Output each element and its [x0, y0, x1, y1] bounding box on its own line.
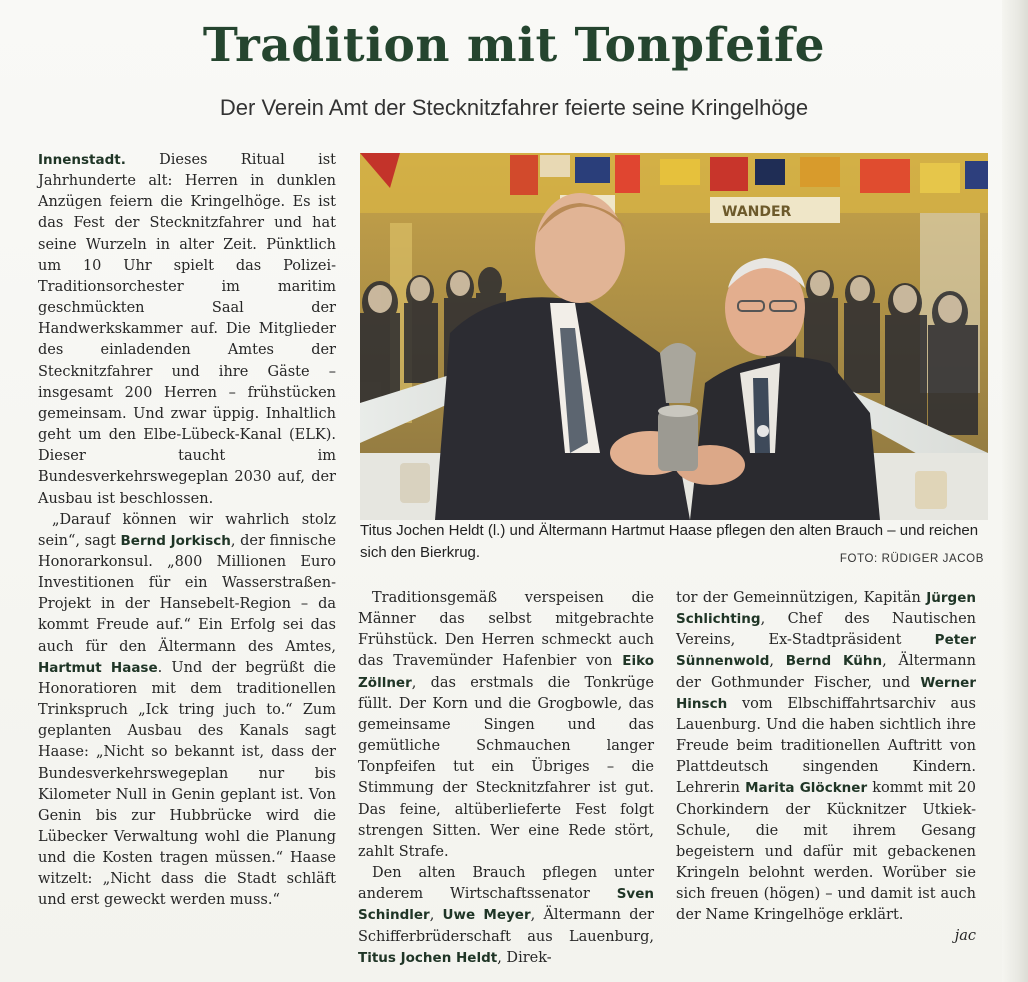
person-name: Peter Sünnenwold — [676, 632, 976, 670]
article-column-2 — [358, 588, 654, 969]
paragraph-text: , — [769, 653, 786, 670]
paragraph-text: , der finnische Honorarkonsul. „800 Millionen Euro Investitionen für ein Wasserstraßen-Projekt in der Hansebelt-Region – da kommt Freude auf.“ Ein Erfolg sei das auch für den Ältermann des Amtes, — [38, 532, 337, 655]
paragraph-text: , Direk- — [497, 949, 552, 966]
person-name: Werner Hinsch — [676, 674, 976, 712]
photo-illustration — [360, 153, 988, 520]
person-name: Bernd Kühn — [785, 653, 883, 670]
author-signature: jac — [954, 927, 976, 944]
paragraph-text: , Ältermann der Schifferbrüderschaft aus Lauenburg, — [358, 907, 654, 945]
paragraph-text: vom Elbschiffahrtsarchiv aus Lauenburg. Und die haben sichtlich ihre Freude beim traditionellen Auftritt von Plattdeutsch singenden Kindern. Lehrerin — [676, 695, 976, 797]
person-name: Hartmut Haase — [38, 659, 158, 676]
article-headline: Tradition mit Tonpfeife — [202, 18, 826, 73]
person-name: Marita Glöckner — [745, 780, 868, 797]
scan-edge — [1002, 0, 1028, 982]
paragraph — [358, 863, 654, 969]
paragraph — [38, 150, 336, 510]
paragraph-text: , — [429, 907, 443, 924]
paragraph-text: , Ältermann der Gothmunder Fischer, und — [676, 653, 976, 691]
article-photo — [360, 153, 988, 520]
paragraph-text: Den alten Brauch pflegen unter anderem Wirtschaftssenator — [358, 865, 654, 903]
banner-text: WANDER — [722, 204, 792, 220]
article-subheadline: Der Verein Amt der Stecknitzfahrer feierte seine Kringelhöge — [219, 95, 809, 120]
article-column-1 — [38, 150, 336, 912]
paragraph-text: Dieses Ritual ist Jahrhunderte alt: Herren in dunklen Anzügen feiern die Kringelhöge. Es ist das Fest der Stecknitzfahrer und hat seine Wurzeln in alter Zeit. Pünktlich um 10 Uhr spielt das Polizei-Traditionsorchester im maritim geschmückten Saal der Handwerkskammer auf. Die Mitglieder des einladenden Amtes der Stecknitzfahrer und ihre Gäste – insgesamt 200 Herren – frühstücken gemeinsam. Und zwar üppig. Inhaltlich geht um den Elbe-Lübeck-Kanal (ELK). Dieser taucht im Bundesverkehrswegeplan 2030 auf, der Ausbau ist beschlossen. — [38, 152, 336, 507]
paragraph-text: , das erstmals die Tonkrüge füllt. Der Korn und die Grogbowle, das gemeinsame Singen und das gemütliche Schmauchen langer Tonpfeifen tut ein Übriges – die Stimmung der Stecknitzfahrer ist gut. Das feine, altüberlieferte Fest folgt strengen Sitten. Wer eine Rede stört, zahlt Strafe. — [358, 674, 654, 860]
person-name: Eiko Zöllner — [358, 653, 654, 691]
person-name: Titus Jochen Heldt — [358, 949, 498, 966]
paragraph-text: „Darauf können wir wahrlich stolz sein“, sagt — [38, 511, 336, 549]
person-name: Uwe Meyer — [442, 907, 531, 924]
person-name: Sven Schindler — [358, 886, 654, 924]
person-name: Bernd Jorkisch — [120, 532, 231, 549]
dateline: Innenstadt. — [38, 152, 126, 168]
paragraph-text: tor der Gemeinnützigen, Kapitän — [676, 590, 927, 606]
paragraph-text: , Chef des Nautischen Vereins, Ex-Stadtpräsident — [676, 611, 976, 649]
paragraph — [358, 588, 654, 863]
photo-credit: FOTO: RÜDIGER JACOB — [839, 553, 984, 565]
paragraph-text: kommt mit 20 Chorkindern der Kücknitzer Utkiek-Schule, die mit ihrem Gesang begeistern und dafür mit gebackenen Kringeln belohnt werden. Worüber sie sich freuen (högen) – und damit ist auch der Name Kringelhöge erklärt. — [676, 780, 976, 924]
paragraph-text: . Und der begrüßt die Honoratioren mit dem traditionellen Trinkspruch „Ick tring juch to.“ Zum geplanten Ausbau des Kanals sagt Haase: „Nicht so bekannt ist, dass der Bundesverkehrswegeplan nur bis Kilometer Null in Genin geplant ist. Von Genin bis zur Hubbrücke wird die Lübecker Verwaltung wohl die Planung und die Kosten tragen müssen.“ Haase witzelt: „Nicht dass die Stadt schläft und erst geweckt werden muss.“ — [38, 659, 337, 909]
article-column-3 — [676, 588, 976, 947]
paragraph — [38, 510, 336, 912]
paragraph-text: Traditionsgemäß verspeisen die Männer das selbst mitgebrachte Frühstück. Den Herren schmeckt auch das Travemünder Hafenbier von — [358, 590, 654, 670]
photo-caption: Titus Jochen Heldt (l.) und Ältermann Hartmut Haase pflegen den alten Brauch – und reichen sich den Bierkrug. — [360, 522, 979, 561]
person-name: Jürgen Schlichting — [676, 590, 976, 628]
paragraph — [676, 588, 976, 927]
